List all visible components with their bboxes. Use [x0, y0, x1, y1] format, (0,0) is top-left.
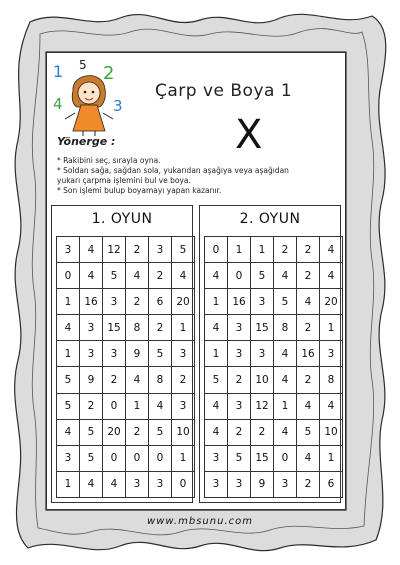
- worksheet: [46, 52, 346, 510]
- grid-cell[interactable]: 5: [103, 263, 126, 289]
- grid-cell[interactable]: 5: [205, 367, 228, 393]
- grid-row: [57, 315, 195, 341]
- grid-cell[interactable]: 5: [172, 237, 195, 263]
- grid-cell[interactable]: 0: [205, 237, 228, 263]
- grid-cell[interactable]: 3: [57, 237, 80, 263]
- digit-two: 2: [103, 63, 115, 84]
- grid-cell[interactable]: 3: [57, 445, 80, 471]
- grid-row: [205, 445, 343, 471]
- grid-cell[interactable]: 9: [80, 367, 103, 393]
- grid-cell[interactable]: 5: [149, 419, 172, 445]
- grid-cell[interactable]: 5: [57, 367, 80, 393]
- grid-cell[interactable]: 3: [251, 289, 274, 315]
- grid-cell[interactable]: 4: [274, 263, 297, 289]
- grid-cell[interactable]: 10: [320, 419, 343, 445]
- game-two-title: 2. OYUN: [239, 211, 301, 227]
- grid-cell[interactable]: 4: [297, 393, 320, 419]
- grid-cell[interactable]: 4: [320, 393, 343, 419]
- grid-cell[interactable]: 2: [126, 289, 149, 315]
- grid-cell[interactable]: 5: [57, 393, 80, 419]
- grid-cell[interactable]: 4: [297, 445, 320, 471]
- grid-row: [57, 471, 195, 497]
- grid-cell[interactable]: 2: [103, 367, 126, 393]
- grid-cell[interactable]: 3: [228, 393, 251, 419]
- grid-cell[interactable]: 5: [80, 419, 103, 445]
- grid-cell[interactable]: 2: [251, 419, 274, 445]
- grid-cell[interactable]: 2: [172, 367, 195, 393]
- grid-row: [205, 367, 343, 393]
- grid-cell[interactable]: 4: [126, 263, 149, 289]
- instructions: [57, 156, 342, 196]
- grid-cell[interactable]: 3: [172, 341, 195, 367]
- grid-cell[interactable]: 3: [80, 341, 103, 367]
- grid-row: [57, 445, 195, 471]
- grid-cell[interactable]: 15: [251, 445, 274, 471]
- grid-cell[interactable]: 15: [103, 315, 126, 341]
- digit-three: 3: [113, 97, 123, 115]
- grid-row: [57, 419, 195, 445]
- grid-cell[interactable]: 20: [103, 419, 126, 445]
- grid-cell[interactable]: 4: [57, 419, 80, 445]
- grid-cell[interactable]: 1: [274, 393, 297, 419]
- game-one-panel: [51, 205, 193, 503]
- grid-cell[interactable]: 3: [320, 341, 343, 367]
- grid-cell[interactable]: 12: [103, 237, 126, 263]
- grid-row: [57, 393, 195, 419]
- grid-cell[interactable]: 2: [228, 419, 251, 445]
- grid-cell[interactable]: 1: [126, 393, 149, 419]
- grid-cell[interactable]: 4: [103, 471, 126, 497]
- grid-cell[interactable]: 6: [320, 471, 343, 497]
- grid-cell[interactable]: 2: [126, 419, 149, 445]
- grid-cell[interactable]: 3: [274, 471, 297, 497]
- grid-cell[interactable]: 0: [103, 445, 126, 471]
- grid-cell[interactable]: 2: [149, 315, 172, 341]
- grid-cell[interactable]: 3: [228, 341, 251, 367]
- grid-row: [205, 341, 343, 367]
- grid-cell[interactable]: 3: [103, 341, 126, 367]
- grid-cell[interactable]: 2: [274, 237, 297, 263]
- grid-cell[interactable]: 10: [172, 419, 195, 445]
- grid-cell[interactable]: 0: [274, 445, 297, 471]
- grid-cell[interactable]: 8: [149, 367, 172, 393]
- grid-cell[interactable]: 0: [57, 263, 80, 289]
- worksheet-header: [47, 53, 345, 203]
- grid-cell[interactable]: 1: [57, 471, 80, 497]
- grid-cell[interactable]: 9: [126, 341, 149, 367]
- grid-cell[interactable]: 1: [320, 445, 343, 471]
- grid-cell[interactable]: 5: [251, 263, 274, 289]
- grid-cell[interactable]: 3: [228, 315, 251, 341]
- grid-cell[interactable]: 2: [297, 237, 320, 263]
- grid-row: [205, 289, 343, 315]
- grid-cell[interactable]: 8: [320, 367, 343, 393]
- grid-cell[interactable]: 4: [320, 237, 343, 263]
- grid-row: [205, 471, 343, 497]
- grid-row: [205, 315, 343, 341]
- grid-cell[interactable]: 4: [274, 367, 297, 393]
- grid-cell[interactable]: 10: [251, 367, 274, 393]
- grid-cell[interactable]: 12: [251, 393, 274, 419]
- grid-cell[interactable]: 6: [149, 289, 172, 315]
- grid-cell[interactable]: 2: [297, 315, 320, 341]
- game-one-title: 1. OYUN: [91, 211, 153, 227]
- grid-cell[interactable]: 4: [80, 471, 103, 497]
- grid-cell[interactable]: 0: [126, 445, 149, 471]
- grid-cell[interactable]: 16: [228, 289, 251, 315]
- grid-cell[interactable]: 2: [297, 263, 320, 289]
- grid-cell[interactable]: 0: [228, 263, 251, 289]
- grid-cell[interactable]: 4: [172, 263, 195, 289]
- grid-cell[interactable]: 4: [149, 393, 172, 419]
- grid-cell[interactable]: 4: [320, 263, 343, 289]
- grid-cell[interactable]: 2: [149, 263, 172, 289]
- digit-four: 4: [53, 95, 63, 113]
- grid-cell[interactable]: 4: [205, 393, 228, 419]
- grid-cell[interactable]: 1: [205, 341, 228, 367]
- grid-cell[interactable]: 1: [57, 289, 80, 315]
- grid-cell[interactable]: 4: [126, 367, 149, 393]
- grid-cell[interactable]: 4: [57, 315, 80, 341]
- grid-cell[interactable]: 3: [126, 471, 149, 497]
- grid-cell[interactable]: 4: [80, 263, 103, 289]
- grid-cell[interactable]: 0: [103, 393, 126, 419]
- grid-cell[interactable]: 1: [251, 237, 274, 263]
- grid-cell[interactable]: 2: [297, 471, 320, 497]
- grid-cell[interactable]: 4: [80, 237, 103, 263]
- grid-cell[interactable]: 3: [80, 315, 103, 341]
- grid-cell[interactable]: 3: [149, 471, 172, 497]
- directive-label: Yönerge :: [57, 135, 116, 148]
- grid-row: [205, 237, 343, 263]
- grid-row: [205, 393, 343, 419]
- grid-cell[interactable]: 3: [228, 471, 251, 497]
- game-one-grid: [56, 236, 195, 498]
- grid-row: [205, 419, 343, 445]
- grid-cell[interactable]: 16: [297, 341, 320, 367]
- grid-cell[interactable]: 4: [205, 315, 228, 341]
- grid-cell[interactable]: 1: [228, 237, 251, 263]
- grid-row: [57, 289, 195, 315]
- grid-cell[interactable]: 5: [297, 419, 320, 445]
- grid-cell[interactable]: 2: [126, 237, 149, 263]
- page-title: Çarp ve Boya 1: [155, 81, 293, 101]
- instruction-line: * Soldan sağa, sağdan sola, yukarıdan aşağıya veya aşağıdan: [57, 166, 289, 175]
- grid-cell[interactable]: 8: [274, 315, 297, 341]
- digit-one: 1: [53, 62, 64, 81]
- grid-cell[interactable]: 3: [149, 237, 172, 263]
- grid-row: [57, 341, 195, 367]
- grid-cell[interactable]: 5: [274, 289, 297, 315]
- grid-cell[interactable]: 3: [205, 445, 228, 471]
- grid-cell[interactable]: 1: [172, 445, 195, 471]
- grid-cell[interactable]: 4: [205, 263, 228, 289]
- grid-cell[interactable]: 3: [205, 471, 228, 497]
- grid-cell[interactable]: 4: [274, 419, 297, 445]
- grid-cell[interactable]: 1: [172, 315, 195, 341]
- grid-cell[interactable]: 2: [80, 393, 103, 419]
- grid-cell[interactable]: 1: [57, 341, 80, 367]
- grid-cell[interactable]: 15: [251, 315, 274, 341]
- multiply-symbol: X: [235, 112, 263, 158]
- grid-cell[interactable]: 20: [320, 289, 343, 315]
- grid-cell[interactable]: 2: [297, 367, 320, 393]
- game-two-grid: [204, 236, 343, 498]
- grid-cell[interactable]: 5: [149, 341, 172, 367]
- grid-cell[interactable]: 4: [297, 289, 320, 315]
- grid-cell[interactable]: 5: [80, 445, 103, 471]
- grid-cell[interactable]: 5: [228, 445, 251, 471]
- website-url: www.mbsunu.com: [147, 516, 253, 527]
- grid-row: [57, 367, 195, 393]
- instruction-line: * Rakibini seç, sırayla oyna.: [57, 156, 161, 165]
- girl-illustration: [51, 57, 129, 137]
- grid-cell[interactable]: 8: [126, 315, 149, 341]
- instruction-line: yukarı çarpma işlemini bul ve boya.: [57, 176, 191, 185]
- game-two-panel: [199, 205, 341, 503]
- grid-cell[interactable]: 16: [80, 289, 103, 315]
- grid-row: [57, 263, 195, 289]
- digit-five: 5: [79, 58, 87, 72]
- grid-row: [57, 237, 195, 263]
- grid-cell[interactable]: 3: [103, 289, 126, 315]
- grid-cell[interactable]: 2: [228, 367, 251, 393]
- instruction-line: * Son işlemi bulup boyamayı yapan kazanır.: [57, 186, 222, 195]
- grid-cell[interactable]: 1: [320, 315, 343, 341]
- grid-cell[interactable]: 0: [149, 445, 172, 471]
- grid-cell[interactable]: 0: [172, 471, 195, 497]
- grid-cell[interactable]: 1: [205, 289, 228, 315]
- grid-cell[interactable]: 3: [172, 393, 195, 419]
- grid-row: [205, 263, 343, 289]
- grid-cell[interactable]: 20: [172, 289, 195, 315]
- grid-cell[interactable]: 4: [274, 341, 297, 367]
- grid-cell[interactable]: 3: [251, 341, 274, 367]
- grid-cell[interactable]: 9: [251, 471, 274, 497]
- grid-cell[interactable]: 4: [205, 419, 228, 445]
